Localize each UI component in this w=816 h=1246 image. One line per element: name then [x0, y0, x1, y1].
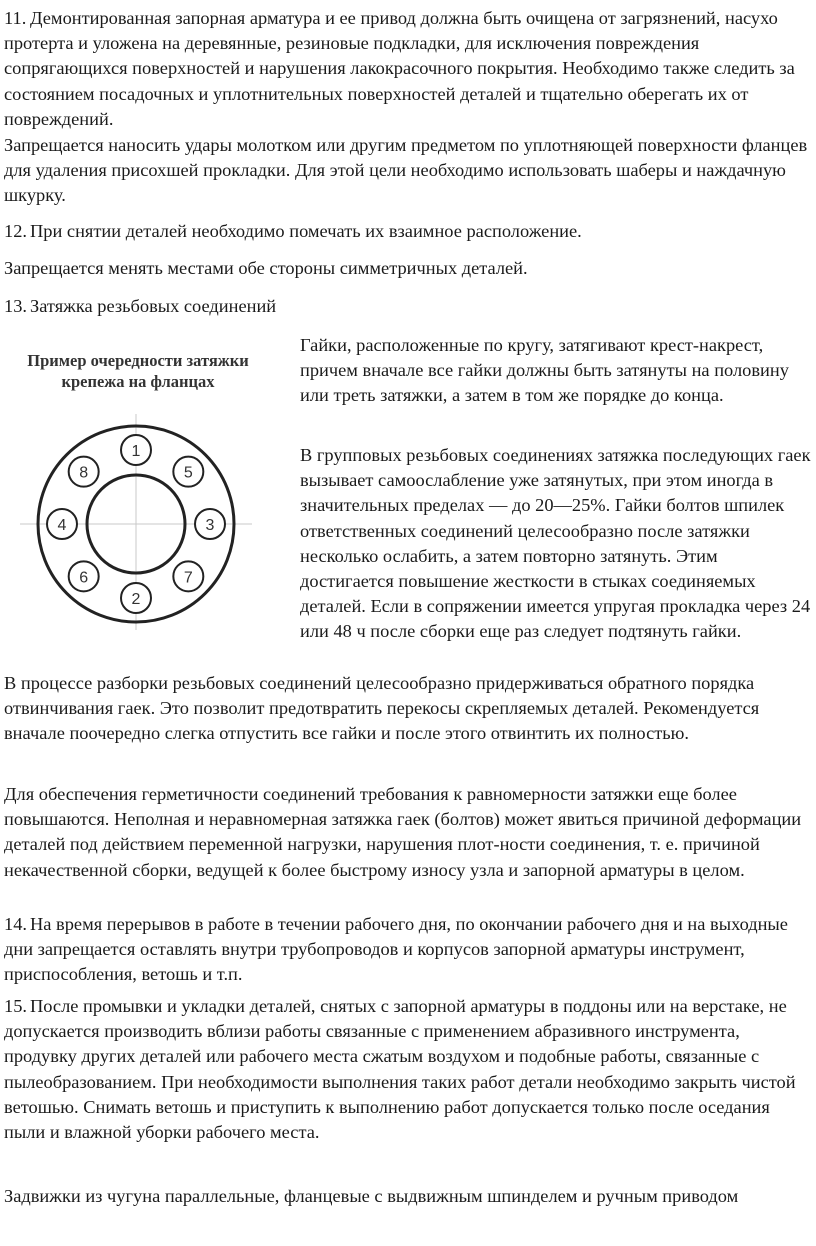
item-12 — [4, 219, 814, 244]
item-11 — [4, 6, 814, 132]
bolt-number-label: 4 — [57, 517, 67, 534]
bolt-2 — [121, 583, 151, 613]
item-12-text: При снятии деталей необходимо помечать их взаимное расположение. — [30, 221, 582, 241]
bolt-number-label: 3 — [205, 517, 215, 534]
item-15-number: 15. — [4, 996, 27, 1016]
item-13-number: 13. — [4, 296, 27, 316]
bolt-number-label: 2 — [131, 591, 141, 608]
item-11-number: 11. — [4, 8, 27, 28]
bolt-number-label: 6 — [79, 569, 89, 587]
bolt-6 — [69, 561, 99, 591]
figure-title — [20, 350, 256, 392]
paragraph-disassembly-order: В процессе разборки резьбовых соединений целесообразно придерживаться обратного порядка отвинчивания гаек. Это позволит предотвратить перекосы скрепляемых деталей. Рекомендуется вначале поочередно слегка отпустить все гайки и после этого отвинтить их полностью. — [4, 673, 760, 744]
bolt-number-label: 1 — [131, 443, 141, 460]
paragraph-strike-prohibition: Запрещается наносить удары молотком или другим предметом по уплотняющей поверхности фланцев для удаления присохшей прокладки. Для этой цели необходимо использовать шаберы и наждачную шкурку. — [4, 135, 808, 206]
paragraph-tightness-requirements: Для обеспечения герметичности соединений требования к равномерности затяжки еще более повышаются. Неполная и неравномерная затяжка гаек (болтов) может явиться причиной деформации деталей под действием переменной нагрузки, нарушения плот-ности соединения, т. е. причиной некачественной сборки, ведущей к более быстрому износу узла и запорной арматуры в целом. — [4, 784, 802, 880]
bolt-4 — [47, 509, 77, 539]
bolt-1 — [121, 435, 151, 465]
bolt-7 — [173, 561, 203, 591]
item-11-text: Демонтированная запорная арматура и ее привод должна быть очищена от загрязнений, насухо протерта и уложена на деревянные, резиновые подкладки, для исключения повреждения сопрягающихся поверхностей и нарушения лакокрасочного покрытия. Необходимо также следить за состоянием посадочных и уплотнительных поверхностей деталей и тщательно оберегать их от повреждений. — [4, 8, 795, 129]
section-heading-cast-iron-valves: Задвижки из чугуна параллельные, фланцевые с выдвижным шпинделем и ручным приводом — [4, 1186, 739, 1206]
item-14-number: 14. — [4, 914, 27, 934]
side-paragraph-cross-tightening: Гайки, расположенные по кругу, затягивают крест-накрест, причем вначале все гайки должны быть затянуты на половину или треть затяжки, а затем в том же порядке до конца. — [300, 335, 789, 406]
paragraph-swap-prohibition: Запрещается менять местами обе стороны симметричных деталей. — [4, 258, 528, 278]
bolt-5 — [173, 457, 203, 487]
flange-tightening-figure — [20, 350, 270, 630]
bolt-8 — [69, 457, 99, 487]
item-12-number: 12. — [4, 221, 27, 241]
bolt-number-label: 5 — [183, 464, 193, 482]
item-15 — [4, 994, 814, 1145]
item-15-text: После промывки и укладки деталей, снятых с запорной арматуры в поддоны или на верстаке, не допускается производить вблизи работы связанные с применением абразивного инструмента, продувку других деталей или рабочего места сжатым воздухом и подобные работы, связанные с пылеобразованием. При необходимости выполнения таких работ детали необходимо закрыть чистой ветошью. Снимать ветошь и приступить к выполнению работ допускается только после оседания пыли и влажной уборки рабочего места. — [4, 996, 796, 1143]
bolt-number-label: 8 — [79, 464, 89, 482]
side-paragraph-group-connections: В групповых резьбовых соединениях затяжка последующих гаек вызывает самоослабление уже затянутых, при этом иногда в значительных пределах — до 20—25%. Гайки болтов шпилек ответственных соединений целесообразно после затяжки несколько ослабить, а затем повторно затянуть. Этим достигается повышение жесткости в стыках соединяемых деталей. Если в сопряжении имеется упругая прокладка через 24 или 48 ч после сборки еще раз следует подтянуть гайки. — [300, 445, 811, 642]
item-13 — [4, 294, 814, 319]
flange-diagram — [20, 412, 260, 632]
item-13-text: Затяжка резьбовых соединений — [30, 296, 277, 316]
bolt-3 — [195, 509, 225, 539]
item-14-text: На время перерывов в работе в течении рабочего дня, по окончании рабочего дня и на выходные дни запрещается оставлять внутри трубопроводов и корпусов запорной арматуры инструмент, приспособления, ветошь и т.п. — [4, 914, 788, 985]
bolt-number-label: 7 — [183, 569, 193, 587]
figure-title-line-1: Пример очередности затяжки — [27, 351, 249, 370]
item-14 — [4, 912, 814, 988]
figure-title-line-2: крепежа на фланцах — [61, 372, 215, 391]
